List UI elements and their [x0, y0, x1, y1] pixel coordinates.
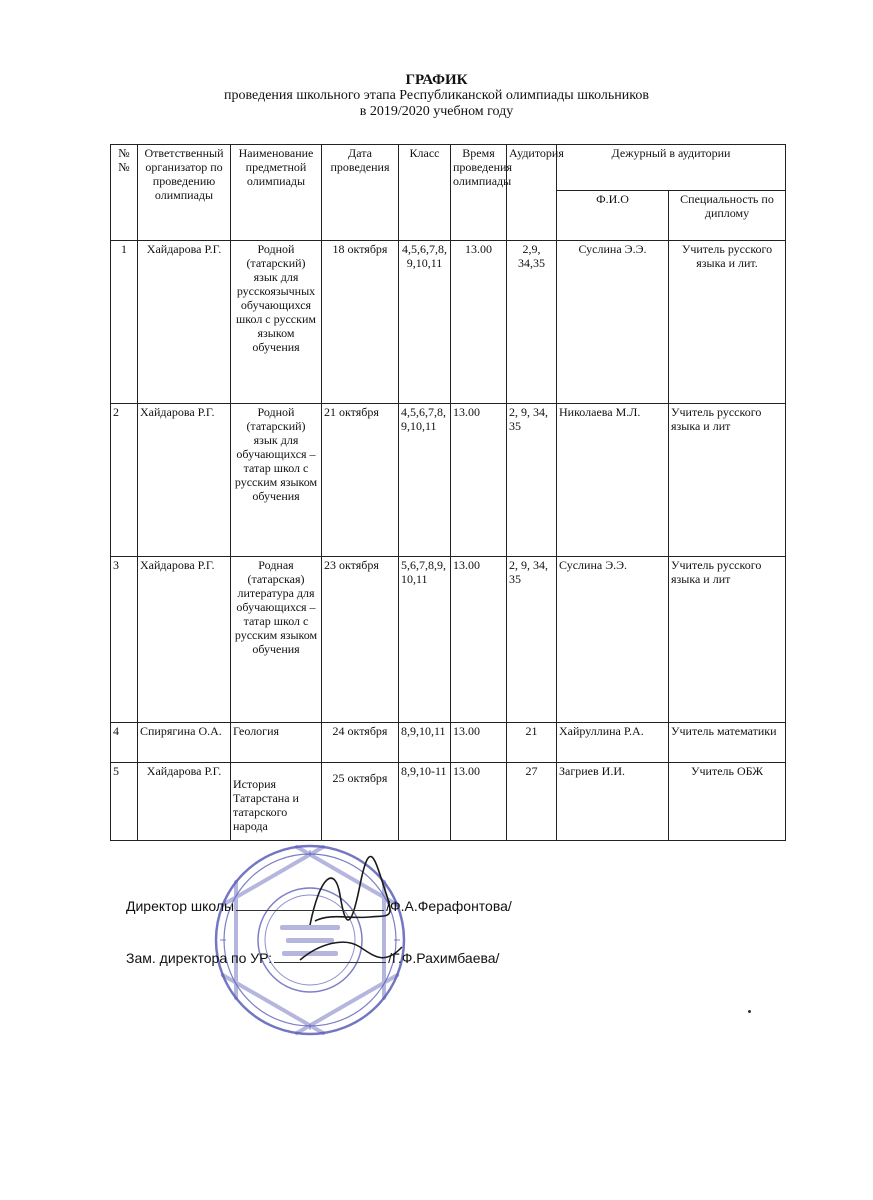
cell-grades: 8,9,10-11	[399, 763, 451, 841]
header-room: Аудитория	[507, 145, 557, 241]
cell-room: 27	[507, 763, 557, 841]
director-signature-blank	[236, 898, 384, 911]
header-duty: Дежурный в аудитории	[557, 145, 786, 191]
cell-num: 5	[111, 763, 138, 841]
cell-time: 13.00	[451, 241, 507, 404]
cell-subject: История Татарстана и татарского народа	[231, 763, 322, 841]
cell-room: 21	[507, 723, 557, 763]
cell-duty-spec: Учитель русского языка и лит	[669, 557, 786, 723]
cell-room: 2, 9, 34, 35	[507, 404, 557, 557]
cell-duty-spec: Учитель математики	[669, 723, 786, 763]
header-time: Время проведения олимпиады	[451, 145, 507, 241]
cell-subject: Родной (татарский) язык для обучающихся – татар школ с русским языком обучения	[231, 404, 322, 557]
cell-time: 13.00	[451, 723, 507, 763]
cell-date: 18 октября	[322, 241, 399, 404]
cell-duty-name: Загриев И.И.	[557, 763, 669, 841]
cell-organizer: Хайдарова Р.Г.	[138, 763, 231, 841]
cell-organizer: Спирягина О.А.	[138, 723, 231, 763]
header-duty-spec: Специальность по диплому	[669, 191, 786, 241]
table-row	[111, 557, 786, 723]
table-row	[111, 763, 786, 841]
cell-grades: 8,9,10,11	[399, 723, 451, 763]
olympiad-schedule-table	[110, 144, 786, 841]
cell-num: 3	[111, 557, 138, 723]
deputy-label: Зам. директора по УР:	[126, 950, 273, 966]
cell-subject: Родная (татарская) литература для обучающихся – татар школ с русским языком обучения	[231, 557, 322, 723]
deputy-name: /Г.Ф.Рахимбаева/	[388, 950, 500, 966]
cell-num: 1	[111, 241, 138, 404]
header-organizer: Ответственный организатор по проведению олимпиады	[138, 145, 231, 241]
cell-room: 2, 9, 34, 35	[507, 557, 557, 723]
deputy-signature-blank	[274, 950, 386, 963]
cell-time: 13.00	[451, 557, 507, 723]
cell-subject: Родной (татарский) язык для русскоязычных обучающихся школ с русским языком обучения	[231, 241, 322, 404]
table-header	[111, 145, 786, 241]
header-num: № №	[111, 145, 138, 241]
deputy-signature-line	[126, 950, 499, 966]
cell-duty-spec: Учитель ОБЖ	[669, 763, 786, 841]
cell-time: 13.00	[451, 404, 507, 557]
cell-date: 24 октября	[322, 723, 399, 763]
cell-date: 23 октября	[322, 557, 399, 723]
director-name: /Ф.А.Ферафонтова/	[386, 898, 512, 914]
cell-organizer: Хайдарова Р.Г.	[138, 557, 231, 723]
cell-duty-name: Суслина Э.Э.	[557, 557, 669, 723]
cell-duty-name: Николаева М.Л.	[557, 404, 669, 557]
cell-organizer: Хайдарова Р.Г.	[138, 241, 231, 404]
table-row	[111, 404, 786, 557]
cell-duty-name: Хайруллина Р.А.	[557, 723, 669, 763]
header-date: Дата проведения	[322, 145, 399, 241]
document-title: ГРАФИК	[405, 72, 468, 88]
director-signature-line	[126, 898, 512, 914]
cell-time: 13.00	[451, 763, 507, 841]
document-header	[0, 72, 873, 120]
cell-date: 21 октября	[322, 404, 399, 557]
cell-organizer: Хайдарова Р.Г.	[138, 404, 231, 557]
table-row	[111, 241, 786, 404]
header-duty-name: Ф.И.О	[557, 191, 669, 241]
cell-duty-spec: Учитель русского языка и лит	[669, 404, 786, 557]
cell-duty-spec: Учитель русского языка и лит.	[669, 241, 786, 404]
director-label: Директор школы	[126, 898, 235, 914]
document-subtitle-line-2: в 2019/2020 учебном году	[359, 104, 514, 119]
header-subject: Наименование предметной олимпиады	[231, 145, 322, 241]
table-row	[111, 723, 786, 763]
cell-subject: Геология	[231, 723, 322, 763]
cell-grades: 5,6,7,8,9, 10,11	[399, 557, 451, 723]
header-grades: Класс	[399, 145, 451, 241]
cell-num: 2	[111, 404, 138, 557]
cell-date: 25 октября	[322, 763, 399, 841]
cell-room: 2,9, 34,35	[507, 241, 557, 404]
cell-grades: 4,5,6,7,8, 9,10,11	[399, 241, 451, 404]
document-subtitle-line-1: проведения школьного этапа Республиканской олимпиады школьников	[224, 88, 649, 103]
cell-num: 4	[111, 723, 138, 763]
cell-duty-name: Суслина Э.Э.	[557, 241, 669, 404]
table-body	[111, 241, 786, 841]
cell-grades: 4,5,6,7,8, 9,10,11	[399, 404, 451, 557]
page-mark	[748, 1010, 751, 1013]
